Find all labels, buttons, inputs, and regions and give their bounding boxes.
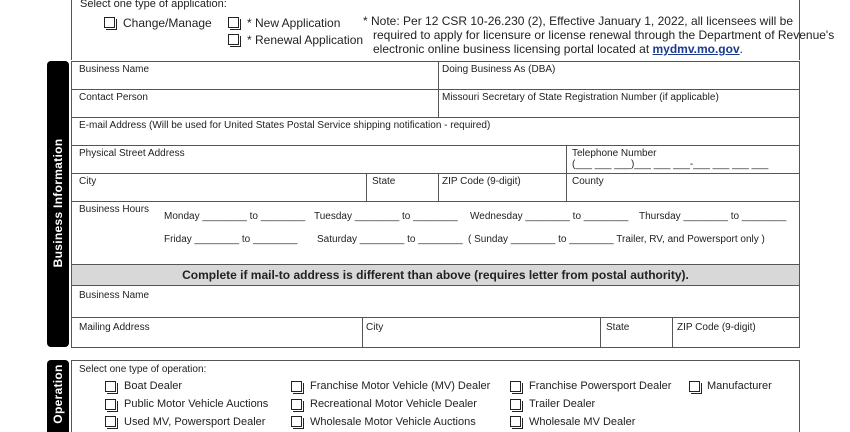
note-line-3 <box>363 42 803 56</box>
telephone-label: Telephone Number <box>572 148 657 159</box>
mailing-zip-field[interactable] <box>675 334 797 346</box>
email-label: E-mail Address (Will be used for United States Postal Service shipping notification - required) <box>79 120 491 131</box>
contact-person-label: Contact Person <box>79 92 148 103</box>
renewal-application-label: * Renewal Application <box>247 33 364 47</box>
note-line-3-text: electronic online business licensing portal located at <box>373 42 653 56</box>
row-line <box>71 285 800 286</box>
wholesale-mv-auctions-label: Wholesale Motor Vehicle Auctions <box>310 416 476 428</box>
business-name-label: Business Name <box>79 64 150 75</box>
trailer-dealer-label: Trailer Dealer <box>529 398 596 410</box>
contact-person-field[interactable] <box>74 104 436 116</box>
state-label: State <box>372 176 396 187</box>
column-line <box>366 173 367 201</box>
change-manage-checkbox[interactable] <box>104 17 115 28</box>
mailing-banner <box>72 265 799 285</box>
column-line <box>566 145 567 201</box>
row-line <box>71 145 800 146</box>
new-application-label: * New Application <box>247 16 341 30</box>
column-line <box>799 360 800 432</box>
dba-field[interactable] <box>441 76 797 88</box>
mailing-city-field[interactable] <box>365 334 598 346</box>
dba-label: Doing Business As (DBA) <box>442 64 556 75</box>
mailing-business-name-field[interactable] <box>74 302 797 316</box>
recreational-mv-dealer-checkbox[interactable] <box>291 399 302 410</box>
wholesale-mv-auctions-checkbox[interactable] <box>291 416 302 427</box>
mailing-zip-label: ZIP Code (9-digit) <box>677 322 756 333</box>
public-mv-auctions-label: Public Motor Vehicle Auctions <box>124 398 269 410</box>
hours-thursday[interactable]: Thursday ________ to ________ <box>639 211 787 222</box>
column-line <box>438 173 439 201</box>
column-line <box>799 61 800 347</box>
operation-title: Operation <box>51 364 65 424</box>
row-line <box>71 173 800 174</box>
new-application-checkbox[interactable] <box>228 17 239 28</box>
operation-sidebar <box>47 360 69 432</box>
zip-label: ZIP Code (9-digit) <box>442 176 521 187</box>
mydmv-link[interactable]: mydmv.mo.gov <box>652 42 740 56</box>
operation-heading: Select one type of operation: <box>79 364 207 375</box>
column-line <box>71 360 72 432</box>
email-field[interactable] <box>74 132 797 144</box>
row-line <box>71 360 800 361</box>
sos-number-field[interactable] <box>441 104 797 116</box>
hours-monday[interactable]: Monday ________ to ________ <box>164 211 306 222</box>
note-line-1: * Note: Per 12 CSR 10-26.230 (2), Effective January 1, 2022, all licensees will be <box>363 14 794 28</box>
mailing-state-field[interactable] <box>603 334 670 346</box>
used-mv-powersport-label: Used MV, Powersport Dealer <box>124 416 266 428</box>
mailing-city-label: City <box>366 322 384 333</box>
hours-sunday[interactable]: ( Sunday ________ to ________ Trailer, RV, and Powersport only ) <box>468 234 765 245</box>
wholesale-mv-dealer-label: Wholesale MV Dealer <box>529 416 636 428</box>
column-line <box>362 317 363 347</box>
application-type-heading: Select one type of application: <box>80 0 227 10</box>
mailing-business-name-label: Business Name <box>79 290 150 301</box>
mailing-banner-text: Complete if mail-to address is different than above (requires letter from postal authority). <box>182 268 689 282</box>
recreational-mv-dealer-label: Recreational Motor Vehicle Dealer <box>310 398 477 410</box>
section-border-left <box>71 0 72 60</box>
hours-friday[interactable]: Friday ________ to ________ <box>164 234 298 245</box>
business-hours-label: Business Hours <box>79 204 150 215</box>
mailing-address-field[interactable] <box>74 334 360 346</box>
telephone-field[interactable]: (___ ___ ___)___ ___ ___-___ ___ ___ ___ <box>572 159 769 170</box>
column-line <box>71 61 72 347</box>
city-label: City <box>79 176 97 187</box>
business-information-sidebar <box>47 61 69 347</box>
mailing-address-label: Mailing Address <box>79 322 150 333</box>
sos-number-label: Missouri Secretary of State Registration Number (if applicable) <box>442 92 719 103</box>
franchise-mv-dealer-checkbox[interactable] <box>291 381 302 392</box>
wholesale-mv-dealer-checkbox[interactable] <box>510 416 521 427</box>
city-field[interactable] <box>74 188 364 200</box>
zip-field[interactable] <box>441 188 564 200</box>
hours-saturday[interactable]: Saturday ________ to ________ <box>317 234 463 245</box>
hours-tuesday[interactable]: Tuesday ________ to ________ <box>314 211 458 222</box>
street-address-field[interactable] <box>74 160 564 172</box>
row-line <box>71 61 800 62</box>
business-information-title: Business Information <box>51 138 65 268</box>
change-manage-label: Change/Manage <box>123 16 212 30</box>
state-field[interactable] <box>369 188 436 200</box>
trailer-dealer-checkbox[interactable] <box>510 399 521 410</box>
street-address-label: Physical Street Address <box>79 148 185 159</box>
franchise-mv-dealer-label: Franchise Motor Vehicle (MV) Dealer <box>310 380 491 392</box>
column-line <box>600 317 601 347</box>
boat-dealer-label: Boat Dealer <box>124 380 183 392</box>
manufacturer-label: Manufacturer <box>707 380 772 392</box>
franchise-powersport-checkbox[interactable] <box>510 381 521 392</box>
renewal-application-checkbox[interactable] <box>228 34 239 45</box>
row-line <box>71 347 800 348</box>
used-mv-powersport-checkbox[interactable] <box>105 416 116 427</box>
row-line <box>71 89 800 90</box>
application-note <box>363 14 835 56</box>
county-label: County <box>572 176 604 187</box>
boat-dealer-checkbox[interactable] <box>105 381 116 392</box>
public-mv-auctions-checkbox[interactable] <box>105 399 116 410</box>
row-line <box>71 317 800 318</box>
franchise-powersport-label: Franchise Powersport Dealer <box>529 380 672 392</box>
hours-wednesday[interactable]: Wednesday ________ to ________ <box>470 211 629 222</box>
note-line-2: required to apply for licensure or license renewal through the Department of Revenue's <box>373 28 835 42</box>
note-line-3-end: . <box>739 42 743 56</box>
county-field[interactable] <box>569 188 797 200</box>
manufacturer-checkbox[interactable] <box>689 381 700 392</box>
business-name-field[interactable] <box>74 76 436 88</box>
mailing-state-label: State <box>606 322 630 333</box>
column-line <box>438 61 439 117</box>
row-line <box>71 201 800 202</box>
column-line <box>672 317 673 347</box>
row-line <box>71 117 800 118</box>
